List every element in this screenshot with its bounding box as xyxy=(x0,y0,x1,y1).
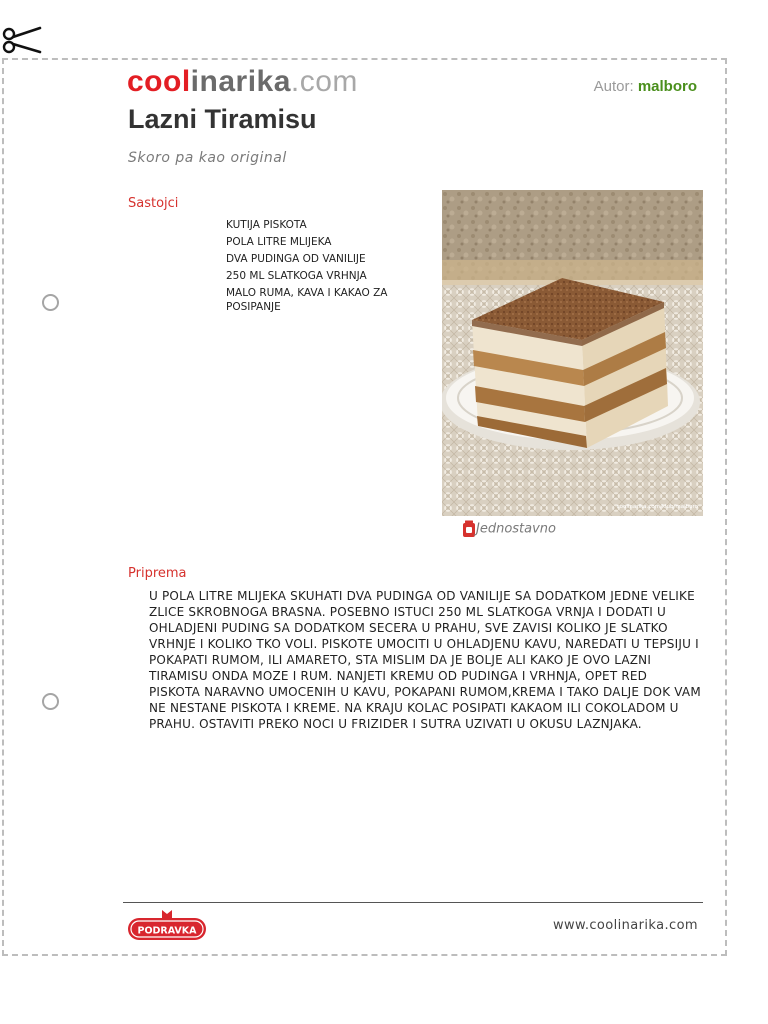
ingredient-item: MALO RUMA, KAVA I KAKAO ZA POSIPANJE xyxy=(226,287,388,313)
recipe-title: Lazni Tiramisu xyxy=(128,104,317,134)
logo-inarika: inarika xyxy=(190,65,291,98)
footer-url-link[interactable]: www.coolinarika.com xyxy=(552,918,698,933)
ingredients-list xyxy=(226,218,406,317)
coolinarika-logo[interactable] xyxy=(127,64,358,100)
ingredient-item: 250 ML SLATKOGA VRHNJA xyxy=(226,270,367,282)
preparation-heading: Priprema xyxy=(128,566,187,581)
footer-divider xyxy=(123,902,703,903)
author-label: Autor: xyxy=(593,78,634,95)
punch-hole-bottom xyxy=(42,693,59,710)
scissors-icon xyxy=(2,26,42,56)
ingredient-item: DVA PUDINGA OD VANILIJE xyxy=(226,253,366,265)
difficulty-indicator xyxy=(462,520,556,538)
ingredient-item: KUTIJA PISKOTA xyxy=(226,219,307,231)
recipe-photo xyxy=(442,190,703,516)
author-name-link[interactable]: malboro xyxy=(637,78,697,95)
ingredients-heading: Sastojci xyxy=(128,196,179,211)
podravka-logo xyxy=(126,908,208,942)
preparation-text: U POLA LITRE MLIJEKA SKUHATI DVA PUDINGA OD VANILIJE SA DODATKOM JEDNE VELIKE ZLICE SKROBNOGA BRASNA. POSEBNO ISTUCI 250 ML SLATKOGA VRNJA I DODATI U OHLADJENI PUDING SA DODATKOM SECERA U PRAHU, SVE ZAVISI KOLIKO JE SLATKO VRHNJE I KOLIKO TKO VOLI. PISKOTE UMOCITI U OHLADJENU KAVU, NAREDATI U TEPSIJU I POKAPATI RUMOM, ILI AMARETO, STA MISLIM DA JE BOLJE ALI KAKO JE OVO LAZNI TIRAMISU ONDA MOZE I RUM. NANJETI KREMU OD PUDINGA I VRHNJA, OPET RED PISKOTA NARAVNO UMOCENIH U KAVU, POKAPANI RUMOM,KREMA I TAKO DALJE DOK VAM NE NESTANE PISKOTA I KREME. NA KRAJU KOLAC POSIPATI KAKAOM ILI COKOLADOM U PRAHU. OSTAVITI PREKO NOCI U FRIZIDER I SUTRA UZIVATI U OKUSU LAZNJAKA. xyxy=(149,589,701,731)
difficulty-label: Jednostavno xyxy=(476,521,556,537)
punch-hole-top xyxy=(42,294,59,311)
recipe-subtitle: Skoro pa kao original xyxy=(128,150,287,166)
logo-dotcom: .com xyxy=(290,65,358,98)
jar-icon xyxy=(462,520,476,538)
logo-cool: cool xyxy=(127,65,191,98)
photo-watermark: coolinarika.com/klub/malboro xyxy=(616,504,698,510)
ingredient-item: POLA LITRE MLIJEKA xyxy=(226,236,332,248)
podravka-logo-text: PODRAVKA xyxy=(137,925,197,937)
author-line xyxy=(594,78,697,95)
